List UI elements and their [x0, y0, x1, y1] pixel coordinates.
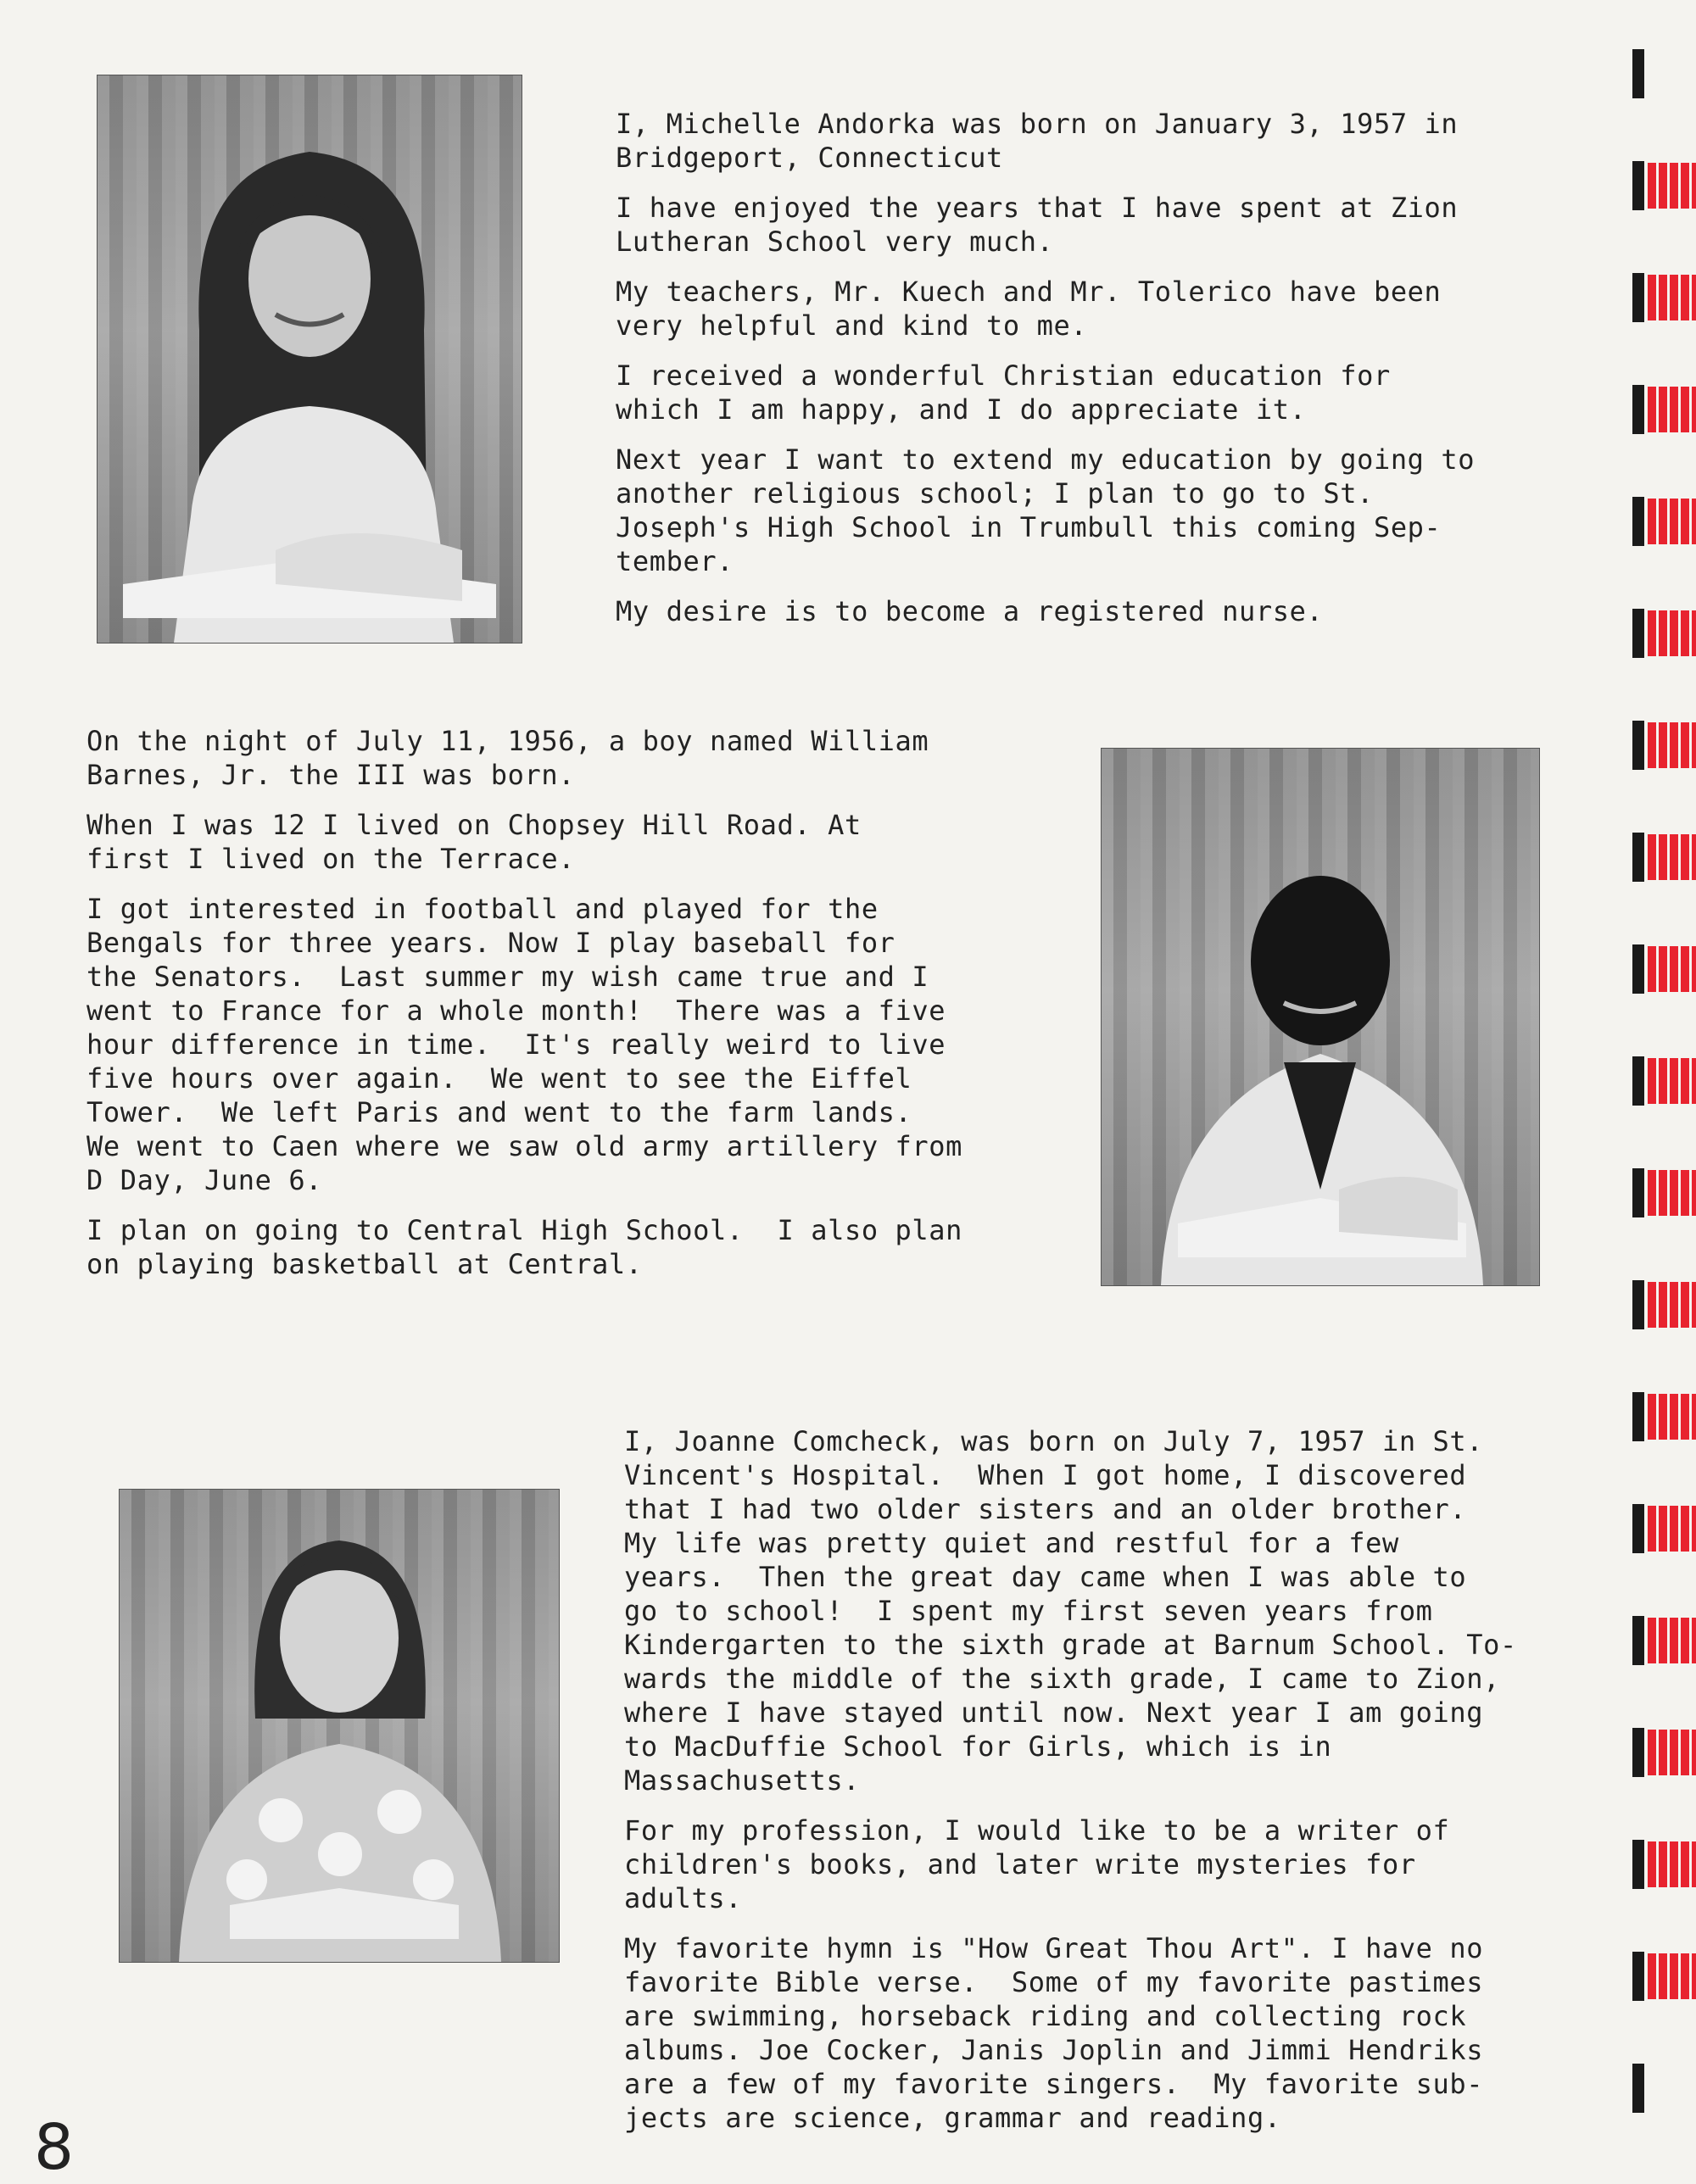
- bio-paragraph: I received a wonderful Christian education for which I am happy, and I do appreciate it.: [616, 359, 1391, 426]
- binding-coil: [1632, 1168, 1696, 1217]
- binding-coil: [1632, 944, 1696, 994]
- binding-coil: [1632, 1840, 1696, 1889]
- bio-paragraph: Next year I want to extend my education by going to another religious school; I plan to go to St. Joseph's High School in Trumbull this coming Sep- tember.: [616, 443, 1476, 577]
- student-photo-barnes: [1101, 748, 1540, 1286]
- binding-coil: [1632, 2064, 1696, 2113]
- bio-paragraph: I got interested in football and played for the Bengals for three years. Now I play baseball for the Senators. Last summer my wish came true and I went to France for a whole month! There was a five hour difference in time. It's really weird to live five hours over again. We went to see the Eiffel Tower. We left Paris and went to the farm lands. We went to Caen where we saw old army artillery from D Day, June 6.: [86, 893, 963, 1196]
- bio-paragraph: When I was 12 I lived on Chopsey Hill Road. At first I lived on the Terrace.: [86, 809, 862, 875]
- bio-paragraph: I plan on going to Central High School. I also plan on playing basketball at Central.: [86, 1214, 963, 1280]
- binding-coil: [1632, 609, 1696, 658]
- bio-paragraph: I, Joanne Comcheck, was born on July 7, 1957 in St. Vincent's Hospital. When I got home, I discovered that I had two older sisters and an older brother. My life was pretty quiet and restful for a few years. Then the great day came when I was able to go to school! I spent my first seven years from Kindergarten to the sixth grade at Barnum School. To- wards the middle of the sixth grade, I came to Zion, where I have stayed until now. Next year I am going to MacDuffie School for Girls, which is in Massachusetts.: [624, 1425, 1517, 1797]
- bio-paragraph: For my profession, I would like to be a writer of children's books, and later write mysteries for adults.: [624, 1814, 1450, 1914]
- binding-coil: [1632, 497, 1696, 546]
- bio-paragraph: My favorite hymn is "How Great Thou Art". I have no favorite Bible verse. Some of my favorite pastimes are swimming, horseback riding and collecting rock albums. Joe Cocker, Janis Joplin and Jimmi Hendriks are a few of my favorite singers. My favorite sub- jects are science, grammar and reading.: [624, 1932, 1484, 2134]
- bio-paragraph: I have enjoyed the years that I have spent at Zion Lutheran School very much.: [616, 192, 1459, 258]
- binding-coil: [1632, 1280, 1696, 1329]
- student-photo-andorka: [97, 75, 522, 644]
- binding-coil: [1632, 721, 1696, 770]
- binding-coil: [1632, 1056, 1696, 1106]
- binding-coil: [1632, 1392, 1696, 1441]
- binding-coil: [1632, 273, 1696, 322]
- spiral-binding: [1632, 0, 1696, 2170]
- student-photo-comcheck: [119, 1489, 560, 1963]
- binding-coil: [1632, 49, 1696, 98]
- binding-coil: [1632, 1504, 1696, 1553]
- bio-paragraph: My desire is to become a registered nurse.: [616, 595, 1324, 627]
- bio-paragraph: My teachers, Mr. Kuech and Mr. Tolerico have been very helpful and kind to me.: [616, 276, 1442, 342]
- bio-comcheck: [624, 1424, 1517, 2151]
- bio-paragraph: On the night of July 11, 1956, a boy named William Barnes, Jr. the III was born.: [86, 725, 929, 791]
- binding-coil: [1632, 1952, 1696, 2001]
- binding-coil: [1632, 833, 1696, 882]
- binding-coil: [1632, 161, 1696, 210]
- page-number: 8: [34, 2111, 75, 2184]
- bio-barnes: [86, 724, 962, 1297]
- bio-paragraph: I, Michelle Andorka was born on January 3, 1957 in Bridgeport, Connecticut: [616, 108, 1459, 174]
- binding-coil: [1632, 1728, 1696, 1777]
- binding-coil: [1632, 1616, 1696, 1665]
- binding-coil: [1632, 385, 1696, 434]
- bio-andorka: [616, 107, 1475, 644]
